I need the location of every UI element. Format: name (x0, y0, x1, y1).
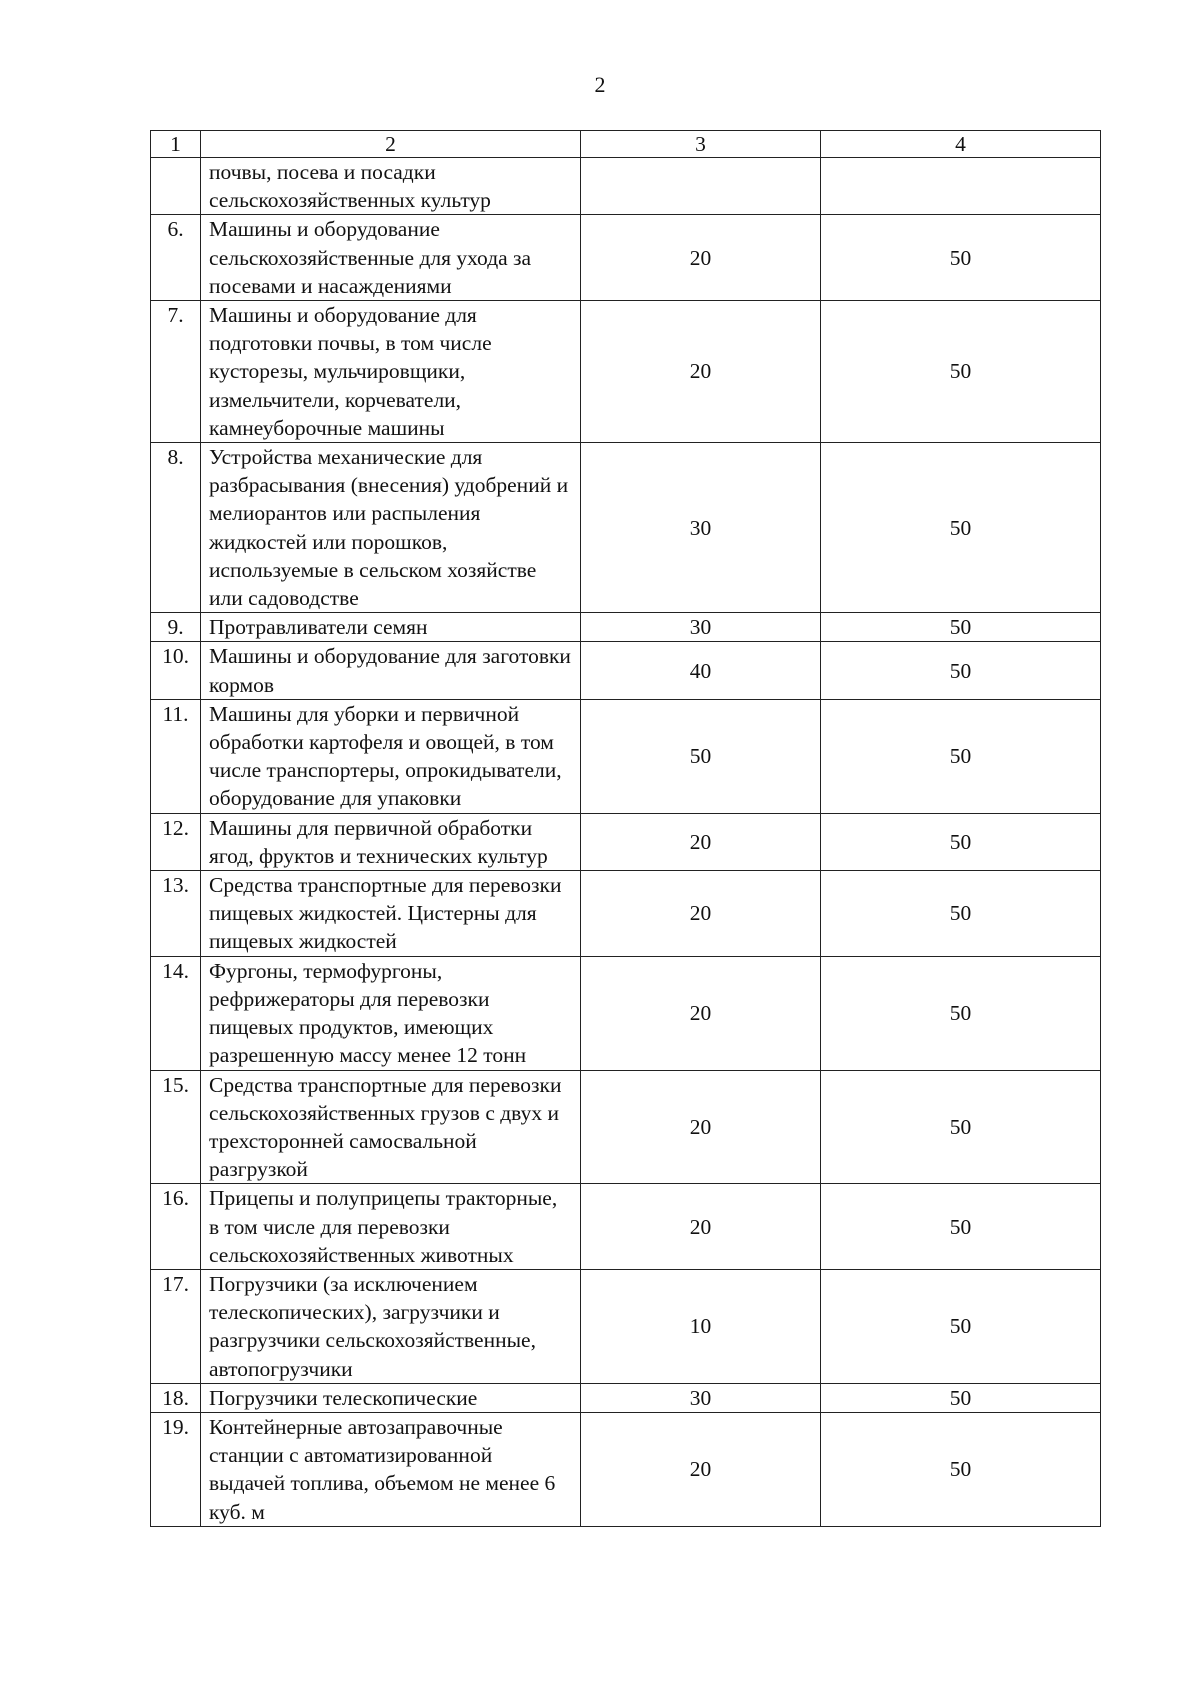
row-number-cell: 13. (151, 871, 201, 957)
row-col4-cell: 50 (821, 301, 1101, 443)
row-col3-cell: 10 (581, 1269, 821, 1383)
row-name-cell: Средства транспортные для перевозки пищевых жидкостей. Цистерны для пищевых жидкостей (201, 871, 581, 957)
header-cell-1: 1 (151, 131, 201, 158)
page-number: 2 (594, 72, 606, 97)
row-col3-cell: 20 (581, 1070, 821, 1184)
row-name-cell: Прицепы и полуприцепы тракторные, в том числе для перевозки сельскохозяйственных животных (201, 1184, 581, 1270)
table-row (151, 642, 1101, 699)
row-name-cell: Машины и оборудование для подготовки почвы, в том числе кусторезы, мульчировщики, измельчители, корчеватели, камнеуборочные машины (201, 301, 581, 443)
table-row (151, 613, 1101, 642)
row-col4-cell: 50 (821, 871, 1101, 957)
row-col4-cell: 50 (821, 1184, 1101, 1270)
row-name-cell: Машины и оборудование сельскохозяйственные для ухода за посевами и насаждениями (201, 215, 581, 301)
row-name-cell: Машины для уборки и первичной обработки картофеля и овощей, в том числе транспортеры, опрокидыватели, оборудование для упаковки (201, 699, 581, 813)
row-col4-cell: 50 (821, 1412, 1101, 1526)
table-row (151, 699, 1101, 813)
row-number-cell: 6. (151, 215, 201, 301)
table-row (151, 956, 1101, 1070)
table-row (151, 215, 1101, 301)
row-col4-cell: 50 (821, 613, 1101, 642)
row-number-cell: 17. (151, 1269, 201, 1383)
row-name-cell: Средства транспортные для перевозки сельскохозяйственных грузов с двух и трехсторонней самосвальной разгрузкой (201, 1070, 581, 1184)
table-header-row (151, 131, 1101, 158)
row-name-cell: Устройства механические для разбрасывания (внесения) удобрений и мелиорантов или распыления жидкостей или порошков, используемые в сельском хозяйстве или садоводстве (201, 443, 581, 613)
row-number-cell (151, 158, 201, 215)
row-col4-cell: 50 (821, 699, 1101, 813)
row-col3-cell: 20 (581, 1184, 821, 1270)
table-row (151, 158, 1101, 215)
row-col3-cell: 20 (581, 301, 821, 443)
row-name-cell: почвы, посева и посадки сельскохозяйственных культур (201, 158, 581, 215)
row-name-cell: Фургоны, термофургоны, рефрижераторы для перевозки пищевых продуктов, имеющих разрешенную массу менее 12 тонн (201, 956, 581, 1070)
row-col3-cell: 20 (581, 1412, 821, 1526)
row-col3-cell: 20 (581, 956, 821, 1070)
row-name-cell: Машины и оборудование для заготовки кормов (201, 642, 581, 699)
row-number-cell: 16. (151, 1184, 201, 1270)
row-col3-cell (581, 158, 821, 215)
row-col3-cell: 30 (581, 443, 821, 613)
row-col3-cell: 40 (581, 642, 821, 699)
table-row (151, 301, 1101, 443)
row-number-cell: 7. (151, 301, 201, 443)
table-row (151, 1184, 1101, 1270)
table-row (151, 813, 1101, 870)
table-row (151, 1383, 1101, 1412)
row-col3-cell: 20 (581, 871, 821, 957)
row-col4-cell (821, 158, 1101, 215)
row-col4-cell: 50 (821, 1383, 1101, 1412)
table-row (151, 1269, 1101, 1383)
row-col4-cell: 50 (821, 443, 1101, 613)
row-number-cell: 14. (151, 956, 201, 1070)
row-number-cell: 11. (151, 699, 201, 813)
row-col3-cell: 20 (581, 215, 821, 301)
row-name-cell: Протравливатели семян (201, 613, 581, 642)
row-number-cell: 19. (151, 1412, 201, 1526)
header-cell-2: 2 (201, 131, 581, 158)
table-row (151, 1412, 1101, 1526)
row-col4-cell: 50 (821, 813, 1101, 870)
table-row (151, 1070, 1101, 1184)
row-col4-cell: 50 (821, 642, 1101, 699)
row-number-cell: 8. (151, 443, 201, 613)
row-col4-cell: 50 (821, 956, 1101, 1070)
table-body (151, 131, 1101, 1527)
row-col4-cell: 50 (821, 215, 1101, 301)
row-col3-cell: 30 (581, 1383, 821, 1412)
row-col4-cell: 50 (821, 1070, 1101, 1184)
row-number-cell: 15. (151, 1070, 201, 1184)
table-row (151, 871, 1101, 957)
row-number-cell: 9. (151, 613, 201, 642)
row-col4-cell: 50 (821, 1269, 1101, 1383)
header-cell-4: 4 (821, 131, 1101, 158)
row-col3-cell: 20 (581, 813, 821, 870)
row-number-cell: 10. (151, 642, 201, 699)
row-number-cell: 18. (151, 1383, 201, 1412)
header-cell-3: 3 (581, 131, 821, 158)
row-name-cell: Погрузчики (за исключением телескопических), загрузчики и разгрузчики сельскохозяйственные, автопогрузчики (201, 1269, 581, 1383)
equipment-table (150, 130, 1101, 1527)
row-name-cell: Погрузчики телескопические (201, 1383, 581, 1412)
table-row (151, 443, 1101, 613)
row-col3-cell: 30 (581, 613, 821, 642)
row-col3-cell: 50 (581, 699, 821, 813)
row-name-cell: Машины для первичной обработки ягод, фруктов и технических культур (201, 813, 581, 870)
row-number-cell: 12. (151, 813, 201, 870)
row-name-cell: Контейнерные автозаправочные станции с автоматизированной выдачей топлива, объемом не менее 6 куб. м (201, 1412, 581, 1526)
